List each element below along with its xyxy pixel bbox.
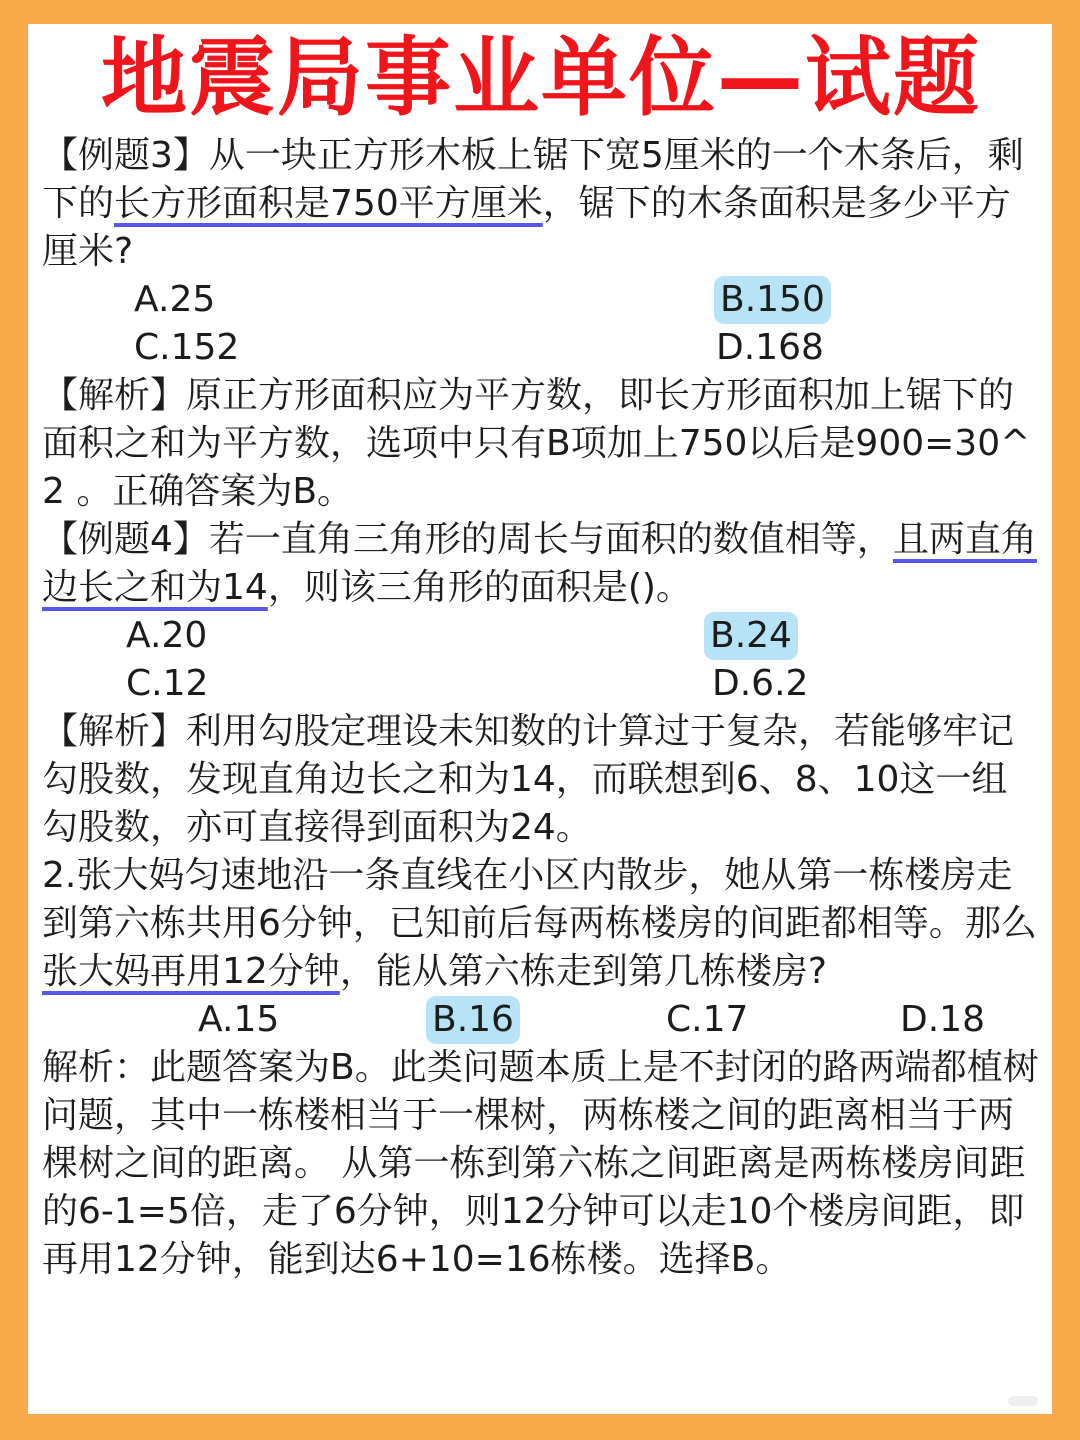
question-2: [42, 852, 1040, 996]
question-4-options: [42, 612, 1040, 660]
option-b-correct: B.16: [426, 996, 520, 1044]
question-3-options-row2: [42, 324, 1040, 372]
question-2-options: [42, 996, 1040, 1044]
question-3-text-end: ，锯下的木条面积是多少平方厘米?: [42, 183, 1011, 272]
question-3-text: 【例题3】从一块正方形木板上锯下宽5厘米的一个木条后，剩下的: [42, 135, 1024, 224]
question-4-text: 【例题4】若一直角三角形的周长与面积的数值相等，: [42, 519, 893, 560]
question-4-options-row2: [42, 660, 1040, 708]
question-2-text-end: ，能从第六栋走到第几栋楼房?: [339, 951, 827, 992]
content-card: [28, 24, 1052, 1414]
question-4-underlined: 且两直角边长之和为14: [42, 519, 1037, 608]
page-title: 地震局事业单位—试题: [101, 28, 981, 128]
watermark-mark: [1008, 1396, 1038, 1406]
option-b-correct: B.24: [704, 612, 798, 660]
question-3: [42, 132, 1040, 276]
question-4-text-end: ，则该三角形的面积是()。: [267, 567, 692, 608]
question-3-options: [42, 276, 1040, 324]
option-b-correct: B.150: [714, 276, 831, 324]
question-4-analysis: 【解析】利用勾股定理设未知数的计算过于复杂，若能够牢记勾股数，发现直角边长之和为14，而联想到6、8、10这一组勾股数，亦可直接得到面积为24。: [42, 711, 1015, 848]
option-a: A.20: [126, 615, 208, 656]
option-c: C.17: [666, 999, 749, 1040]
option-c: C.152: [134, 327, 240, 368]
question-4: [42, 516, 1040, 612]
option-d: D.168: [716, 327, 824, 368]
option-d: D.6.2: [712, 663, 809, 704]
option-d: D.18: [900, 999, 985, 1040]
option-c: C.12: [126, 663, 209, 704]
option-a: A.25: [134, 279, 216, 320]
option-a: A.15: [198, 999, 280, 1040]
question-2-underlined: 张大妈再用12分钟: [42, 951, 340, 992]
question-3-underlined: 长方形面积是750平方厘米: [114, 183, 543, 224]
question-2-text: 2.张大妈匀速地沿一条直线在小区内散步，她从第一栋楼房走到第六栋共用6分钟，已知前后每两栋楼房的间距都相等。那么: [42, 855, 1037, 944]
question-2-analysis: 解析：此题答案为B。此类问题本质上是不封闭的路两端都植树问题，其中一栋楼相当于一棵树，两栋楼之间的距离相当于两棵树之间的距离。 从第一栋到第六栋之间距离是两栋楼房间距的6-1=5倍，走了6分钟，则12分钟可以走10个楼房间距，即再用12分钟，能到达6+10=16栋楼。选择B。: [42, 1047, 1039, 1280]
question-3-analysis: 【解析】原正方形面积应为平方数，即长方形面积加上锯下的面积之和为平方数，选项中只有B项加上750以后是900=30^2 。正确答案为B。: [42, 375, 1031, 512]
